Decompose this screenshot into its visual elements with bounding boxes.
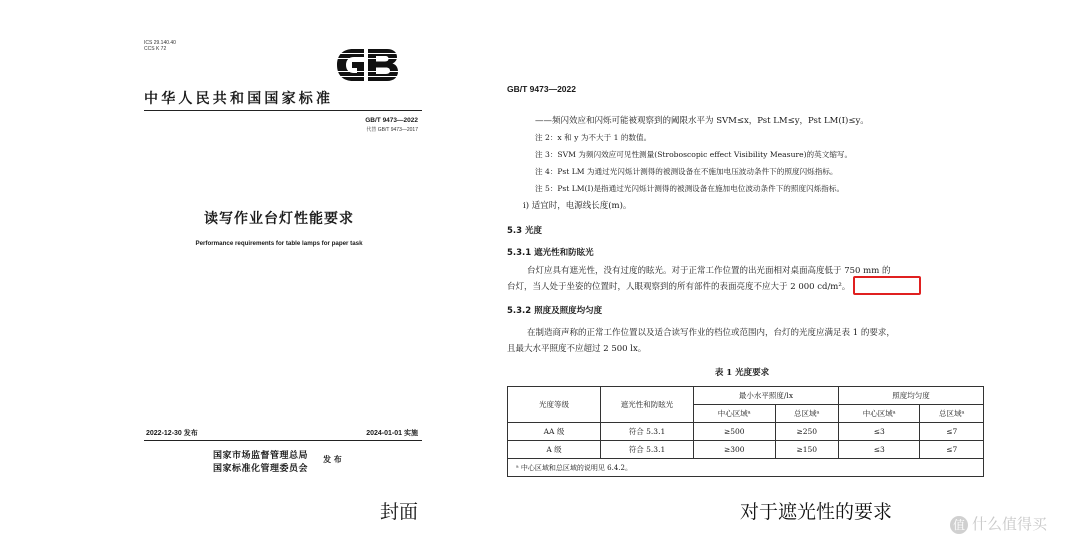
paragraph-illuminance-line-1: 在制造商声称的正常工作位置以及适合读写作业的档位或范围内，台灯的光度应满足表 1 的要求， (527, 328, 895, 338)
paragraph-shading-line-2: 台灯，当人处于坐姿的位置时，人眼观察到的所有部件的表面亮度不应大于 2 000 cd/m²。 (507, 282, 851, 292)
caption-cover: 封面 (380, 501, 419, 523)
header-grade: 光度等级 (508, 387, 601, 423)
issuer-samr: 国家市场监督管理总局 (213, 451, 309, 461)
standard-title-en: Performance requirements for table lamps for paper task (195, 240, 363, 247)
cell-uni-total: ≤7 (920, 441, 984, 459)
section-5-3-heading: 5.3 光度 (507, 226, 543, 236)
cell-shading: 符合 5.3.1 (601, 441, 694, 459)
national-standard-title: 中华人民共和国国家标准 (144, 91, 334, 107)
table-header-row (508, 387, 984, 405)
cell-min-center: ≥500 (694, 423, 776, 441)
cover-divider (144, 110, 422, 111)
ics-code-block (144, 40, 176, 52)
watermark-text: 什么值得买 (972, 515, 1048, 533)
cell-grade: A 级 (508, 441, 601, 459)
cell-uni-center: ≤3 (838, 423, 920, 441)
header-min-illuminance: 最小水平照度/lx (694, 387, 839, 405)
paragraph-illuminance-line-2: 且最大水平照度不应超过 2 500 lx。 (507, 344, 647, 354)
note-2: 注 2：x 和 y 为不大于 1 的数值。 (535, 133, 652, 142)
subheader-min-total: 总区域ᵃ (775, 405, 838, 423)
photometric-requirements-table (507, 386, 984, 477)
ccs-code: CCS K 72 (144, 46, 167, 52)
cell-min-total: ≥150 (775, 441, 838, 459)
table-footnote-row (508, 459, 984, 477)
item-i: i) 适宜时，电源线长度(m)。 (523, 201, 632, 211)
ics-code: ICS 29.140.40 (144, 40, 176, 46)
section-5-3-1-heading: 5.3.1 遮光性和防眩光 (507, 248, 594, 258)
replaces-standard: 代替 GB/T 9473—2017 (366, 127, 418, 133)
cell-shading: 符合 5.3.1 (601, 423, 694, 441)
standard-cover-page (128, 30, 430, 492)
implementation-date: 2024-01-01 实施 (366, 430, 418, 437)
standard-content-page (497, 78, 987, 478)
note-3: 注 3：SVM 为频闪效应可见性测量(Stroboscopic effect Visibility Measure)的英文缩写。 (535, 150, 853, 159)
subheader-uni-center: 中心区域ᵃ (838, 405, 920, 423)
issuer-sac: 国家标准化管理委员会 (213, 464, 309, 474)
flicker-threshold-line: ——频闪效应和闪烁可能被观察到的阈限水平为 SVM≤x，Pst LM≤y，Pst LM(I)≤y。 (535, 116, 869, 126)
gb-logo-graphic (333, 46, 401, 84)
table-footnote: ᵃ 中心区域和总区域的说明见 6.4.2。 (508, 459, 984, 477)
caption-shading-requirement: 对于遮光性的要求 (740, 501, 893, 523)
standard-number: GB/T 9473—2022 (365, 117, 418, 124)
note-4: 注 4：Pst LM 为通过光闪烁计测得的被测设备在不施加电压波动条件下的照度闪烁指标。 (535, 167, 838, 176)
table-row (508, 423, 984, 441)
publish-label: 发 布 (323, 454, 342, 464)
table-row (508, 441, 984, 459)
note-5: 注 5：Pst LM(I)是指通过光闪烁计测得的被测设备在施加电位波动条件下的照度闪烁指标。 (535, 184, 845, 193)
issue-date: 2022-12-30 发布 (146, 430, 198, 437)
paragraph-shading-line-1: 台灯应具有遮光性，没有过度的眩光。对于正常工作位置的出光面相对桌面高度低于 750 mm 的 (527, 266, 891, 276)
section-5-3-2-heading: 5.3.2 照度及照度均匀度 (507, 306, 603, 316)
site-watermark (950, 513, 1047, 534)
luminance-limit-highlight (853, 276, 921, 295)
cover-bottom-divider (144, 440, 422, 441)
table-1-title: 表 1 光度要求 (714, 368, 770, 378)
cell-min-total: ≥250 (775, 423, 838, 441)
header-uniformity: 照度均匀度 (838, 387, 983, 405)
cell-uni-total: ≤7 (920, 423, 984, 441)
standard-title-zh: 读写作业台灯性能要求 (204, 211, 354, 227)
cell-min-center: ≥300 (694, 441, 776, 459)
cell-uni-center: ≤3 (838, 441, 920, 459)
smzdm-logo-icon: 值 (950, 516, 968, 534)
cell-grade: AA 级 (508, 423, 601, 441)
header-shading: 遮光性和防眩光 (601, 387, 694, 423)
subheader-min-center: 中心区域ᵃ (694, 405, 776, 423)
subheader-uni-total: 总区域ᵃ (920, 405, 984, 423)
page-header-std-no: GB/T 9473—2022 (507, 84, 576, 94)
gb-logo (333, 46, 401, 84)
